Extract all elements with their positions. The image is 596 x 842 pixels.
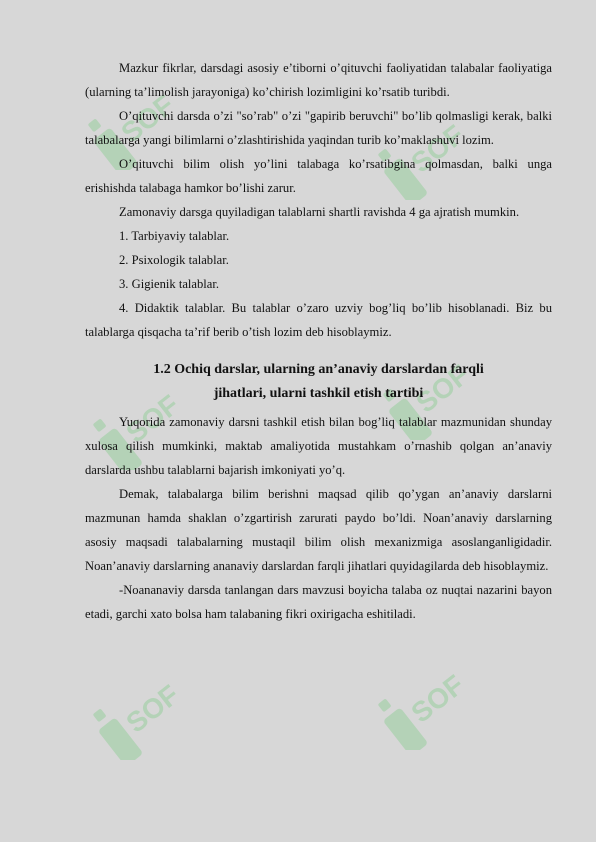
list-item: 2. Psixologik talablar. [119,253,229,267]
paragraph: -Noananaviy darsda tanlangan dars mavzusi boyicha talaba oz nuqtai nazarini bayon etadi, garchi xato bolsa ham talabaning fikri oxirigacha eshitiladi. [85,583,552,621]
list-item: 1. Tarbiyaviy talablar. [119,229,230,243]
list-item: 3. Gigienik talablar. [119,277,220,291]
watermark-text: SOF [410,358,475,419]
watermark-text: SOF [120,678,185,739]
paragraph: Zamonaviy darsga quyiladigan talablarni shartli ravishda 4 ga ajratish mumkin. [119,205,520,219]
paragraph: Mazkur fikrlar, darsdagi asosiy e’tiborni o’qituvchi faoliyatidan talabalar faoliyatiga (ularning ta’limolish jarayoniga) ko’chirish lozimligini ko’rsatib turibdi. [85,61,552,99]
heading-line-2: jihatlari, ularni tashkil etish tartibi [213,386,424,401]
paragraph: Demak, talabalarga bilim berishni maqsad qilib qo’ygan an’anaviy darslarni mazmunan hamda shaklan o’zgartirish zarurati paydo bo’ldi. Noan’anaviy darslarning asosiy maqsadi talabalarning mustaqil bilim olish mexanizmiga asoslanganligidadir. Noan’anaviy darslarning ananaviy darslardan farqli jihatlari quyidagilarda deb hisoblaymiz. [85,487,552,573]
section-heading [85,358,552,406]
body-text [85,56,552,626]
watermark-logo [365,640,515,750]
paragraph: O’qituvchi bilim olish yo’lini talabaga ko’rsatibgina qolmasdan, balki unga erishishda talabaga hamkor bo’lishi zarur. [85,157,552,195]
watermark-text: SOF [120,388,185,449]
paragraph: Yuqorida zamonaviy darsni tashkil etish bilan bog’liq talablar mazmunidan shunday xulosa qilish mumkinki, maktab amaliyotida mustahkam o’rnashib qolgan an’anaviy darslarda ushbu talablarni bajarish imkoniyati yo’q. [85,415,552,477]
watermark-text: SOF [405,118,470,179]
heading-line-1: 1.2 Ochiq darslar, ularning an’anaviy darslardan farqli [153,362,484,377]
watermark-logo [80,650,230,760]
watermark-text: SOF [405,668,470,729]
watermark-text: SOF [115,88,180,149]
list-item: 4. Didaktik talablar. Bu talablar o’zaro uzviy bog’liq bo’lib hisoblanadi. Biz bu talablarga qisqacha ta’rif berib o’tish lozim deb hisoblaymiz. [85,301,552,339]
paragraph: O’qituvchi darsda o’zi "so’rab" o’zi "gapirib beruvchi" bo’lib qolmasligi kerak, balki talabalarga yangi bilimlarni o’zlashtirishida yaqindan turib ko’maklashuvi lozim. [85,109,552,147]
